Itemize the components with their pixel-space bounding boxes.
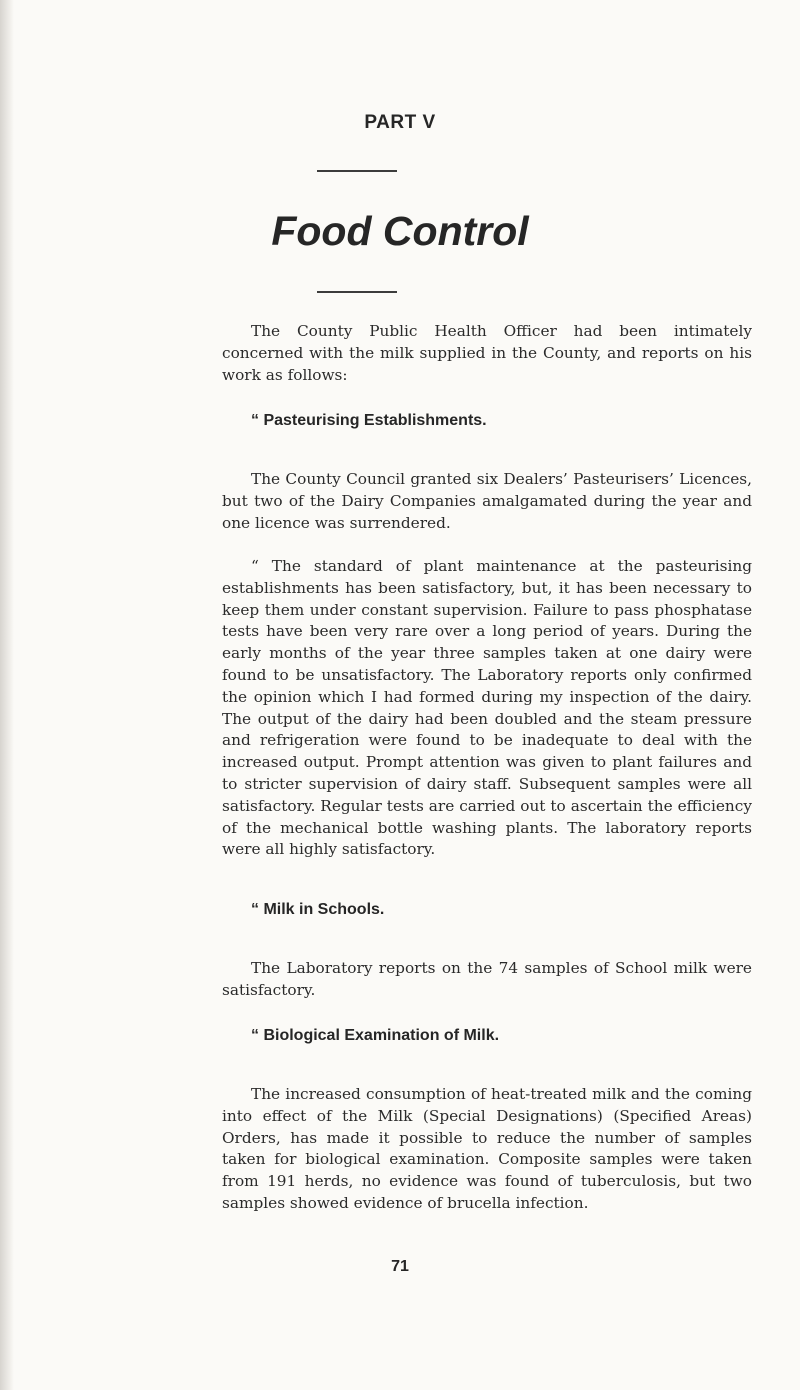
schools-paragraph: The Laboratory reports on the 74 samples of School milk were satisfactory. xyxy=(222,959,752,999)
page-title: Food Control xyxy=(271,208,529,254)
schools-heading: “ Milk in Schools. xyxy=(251,901,385,918)
pasteurising-paragraph-1: The County Council granted six Dealers’ Pasteurisers’ Licences, but two of the Dairy Companies amalgamated during the year and one licence was surrendered. xyxy=(222,470,752,532)
intro-paragraph: The County Public Health Officer had been intimately concerned with the milk supplied in the County, and reports on his work as follows: xyxy=(222,322,752,384)
pasteurising-paragraph-2: “ The standard of plant maintenance at the pasteurising establishments has been satisfactory, but, it has been necessary to keep them under constant supervision. Failure to pass phosphatase tests have been very rare over a long period of years. During the early months of the year three samples taken at one dairy were found to be unsatisfactory. The Laboratory reports only confirmed the opinion which I had formed during my inspection of the dairy. The output of the dairy had been doubled and the steam pressure and refrigeration were found to be inadequate to deal with the increased output. Prompt attention was given to plant failures and to stricter supervision of dairy staff. Subsequent samples were all satisfactory. Regular tests are carried out to ascertain the efficiency of the mechanical bottle washing plants. The laboratory reports were all highly satisfactory. xyxy=(222,557,752,859)
biological-paragraph: The increased consumption of heat-treated milk and the coming into effect of the Milk (Special Designations) (Specified Areas) Orders, has made it possible to reduce the number of samples taken for biological examination. Composite samples were taken from 191 herds, no evidence was found of tuberculosis, but two samples showed evidence of brucella infection. xyxy=(222,1085,752,1212)
divider-rule-bottom xyxy=(317,291,397,293)
page-number: 71 xyxy=(391,1258,409,1275)
divider-rule-top xyxy=(317,170,397,172)
biological-heading: “ Biological Examination of Milk. xyxy=(251,1027,500,1044)
pasteurising-heading: “ Pasteurising Establishments. xyxy=(251,412,487,429)
part-heading: PART V xyxy=(364,112,436,133)
